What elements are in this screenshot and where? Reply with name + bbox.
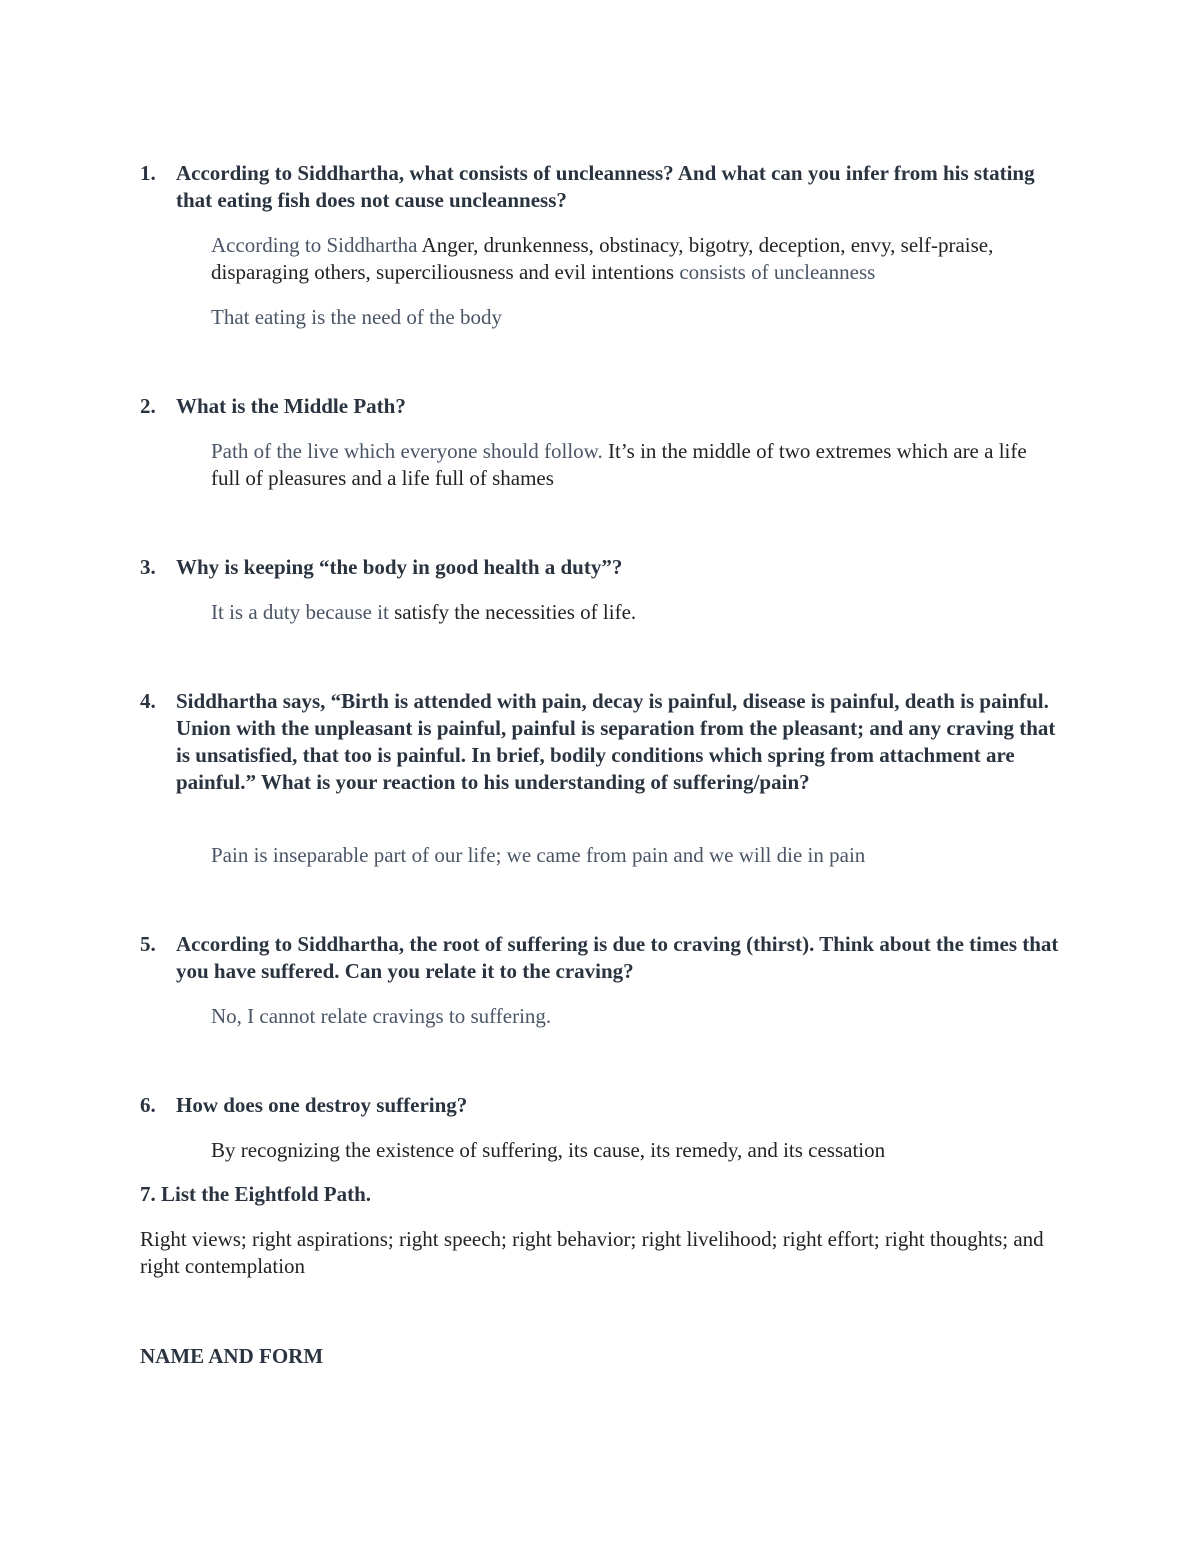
answer-main: Pain is inseparable part of our life; we came from pain and we will die in pain [211, 843, 866, 867]
answer-1a [211, 232, 1061, 286]
question-7-label: 7. List the Eightfold Path. [140, 1182, 372, 1206]
answer-1b [211, 304, 1061, 331]
question-2 [140, 393, 1060, 420]
question-text: According to Siddhartha, the root of suffering is due to craving (thirst). Think about the times that you have suffered. Can you relate it to the craving? [176, 932, 1059, 983]
question-text: How does one destroy suffering? [176, 1093, 468, 1117]
answer-main: Anger, drunkenness, obstinacy, bigotry, deception, envy, self-praise, disparaging others, superciliousness and evil intentions [211, 233, 994, 284]
question-1 [140, 160, 1060, 214]
question-number: 2. [140, 394, 156, 418]
question-text: What is the Middle Path? [176, 394, 406, 418]
answer-5 [211, 1003, 1061, 1030]
question-3 [140, 554, 1060, 581]
question-text: According to Siddhartha, what consists of uncleanness? And what can you infer from his stating that eating fish does not cause uncleanness? [176, 161, 1035, 212]
answer-suffix: consists of uncleanness [679, 260, 876, 284]
question-text: Siddhartha says, “Birth is attended with pain, decay is painful, disease is painful, death is painful. Union with the unpleasant is painful, painful is separation from the pleasant; and any craving that is unsatisfied, that too is painful. In brief, bodily conditions which spring from attachment are painful.” What is your reaction to his understanding of suffering/pain? [176, 689, 1056, 794]
question-number: 5. [140, 932, 156, 956]
answer-main: It’s in the middle of two extremes which are a life full of pleasures and a life full of shames [211, 439, 1027, 490]
answer-7: Right views; right aspirations; right speech; right behavior; right livelihood; right effort; right thoughts; and right contemplation [140, 1227, 1044, 1278]
question-5 [140, 931, 1060, 985]
question-number: 6. [140, 1093, 156, 1117]
answer-2 [211, 438, 1061, 492]
answer-6 [211, 1137, 1061, 1164]
answer-main: That eating is the need of the body [211, 305, 502, 329]
section-heading: NAME AND FORM [140, 1344, 324, 1368]
answer-prefix: It is a duty because it [211, 600, 395, 624]
question-4 [140, 688, 1060, 796]
answer-prefix: Path of the live which everyone should follow. [211, 439, 608, 463]
answer-3 [211, 599, 1061, 626]
answer-4 [211, 842, 1061, 869]
question-text: Why is keeping “the body in good health a duty”? [176, 555, 623, 579]
answer-main: By recognizing the existence of suffering, its cause, its remedy, and its cessation [211, 1138, 886, 1162]
answer-main: satisfy the necessities of life. [394, 600, 637, 624]
answer-main: No, I cannot relate cravings to suffering. [211, 1004, 552, 1028]
question-6 [140, 1092, 1060, 1119]
question-number: 4. [140, 689, 156, 713]
question-number: 1. [140, 161, 156, 185]
question-number: 3. [140, 555, 156, 579]
answer-prefix: According to Siddhartha [211, 233, 422, 257]
